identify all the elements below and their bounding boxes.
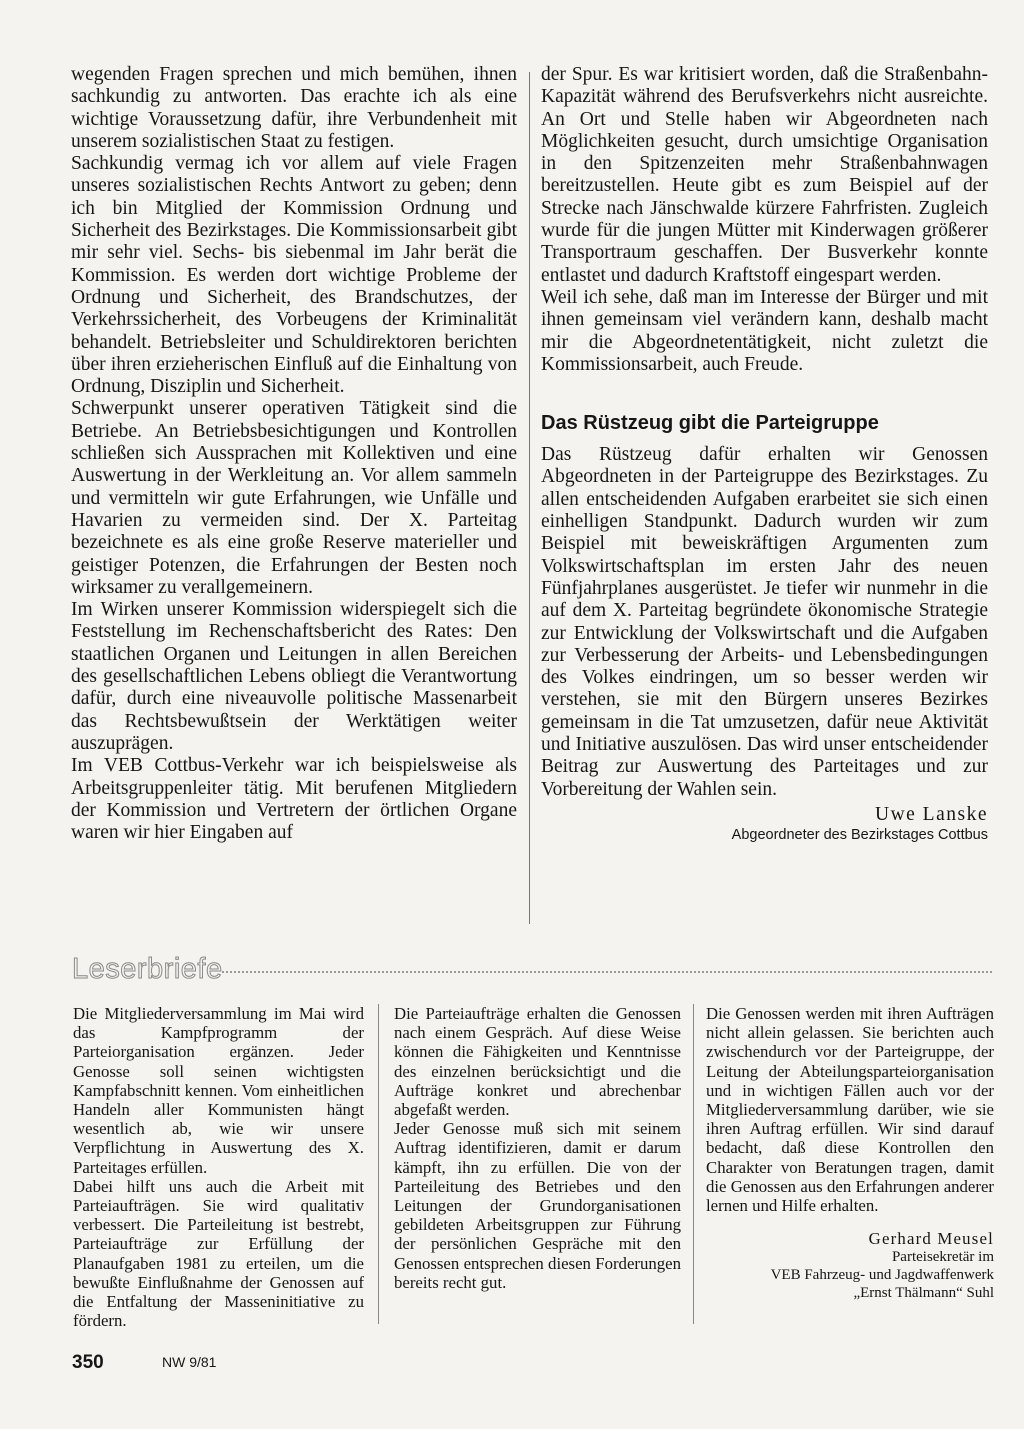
article-paragraph: Sachkundig vermag ich vor allem auf viele Fragen unseres sozialistischen Rechts Antwort zu geben; denn ich bin Mitglied der Kommission Ordnung und Sicherheit des Bezirkstages. Die Kommissionsarbeit gibt mir sehr viel. Sechs- bis siebenmal im Jahr berät die Kommission. Es werden dort wichtige Probleme der Ordnung und Sicherheit, des Brandschutzes, der Verkehrssicherheit, des Vorbeugens der Kriminalität behandelt. Betriebsleiter und Schuldirektoren berichten über ihren erzieherischen Einfluß auf die Einhaltung von Ordnung, Disziplin und Sicherheit.	[71, 153, 517, 398]
author-name: Uwe Lanske	[874, 803, 988, 825]
letter-column-3	[706, 1004, 994, 1302]
article-paragraph: Das Rüstzeug dafür erhalten wir Genossen Abgeordneten in der Parteigruppe des Bezirkstages. Zu allen entscheidenden Aufgaben erarbeitet sie sich einen einhelligen Standpunkt. Dadurch wurden wir zum Beispiel mit beweiskräftigen Argumenten zum Volkswirtschaftsplan im ersten Jahr des neuen Fünfjahrplanes ausgerüstet. Je tiefer wir nunmehr in die auf dem X. Parteitag begründete ökonomische Strategie zur Entwicklung der Volkswirtschaft und die Aufgaben zur Verbesserung der Arbeits- und Lebensbedingungen des Volkes eindringen, um so besser werden wir verstehen, sie mit den Bürgern unseres Bezirkes gemeinsam in die Tat umzusetzen, dafür neue Aktivität und Initiative auszulösen. Das wird unser entscheidender Beitrag zur Auswertung des Parteitages und zur Vorbereitung der Wahlen sein.	[541, 444, 988, 800]
column-divider	[529, 72, 530, 924]
letter-paragraph: Dabei hilft uns auch die Arbeit mit Parteiaufträgen. Sie wird qualitativ verbessert. Die Parteileitung ist bestrebt, Parteiaufträge zur Erfüllung der Planaufgaben 1981 zu erteilen, um die bewußte Einflußnahme der Genossen auf die Entfaltung der Masseninitiative zu fördern.	[73, 1176, 364, 1331]
section-heading: Das Rüstzeug gibt die Parteigruppe	[541, 412, 879, 435]
dotted-rule	[222, 971, 992, 973]
letter-author-role: „Ernst Thälmann“ Suhl	[853, 1285, 994, 1302]
article-paragraph: Schwerpunkt unserer operativen Tätigkeit sind die Betriebe. An Betriebsbesichtigungen und Kontrollen schließen sich Aussprachen mit Kollektiven und eine Auswertung in der Werkleitung an. Vor allem sammeln und vermitteln wir gute Erfahrungen, wie Unfälle und Havarien zu vermeiden sind. Der X. Parteitag bezeichnete es als eine große Reserve materieller und geistiger Potenzen, die Erfahrungen der Besten noch wirksamer zu verallgemeinern.	[71, 398, 517, 598]
column-divider	[693, 1004, 694, 1324]
letter-column-2	[394, 1004, 681, 1292]
letter-author-role: Parteisekretär im	[891, 1249, 994, 1266]
article-paragraph: wegenden Fragen sprechen und mich bemühen, ihnen sachkundig zu antworten. Das erachte ich als eine wichtige Voraussetzung dafür, ihre Verbundenheit mit unserem sozialistischen Staat zu festigen.	[71, 64, 517, 152]
author-role: Abgeordneter des Bezirkstages Cottbus	[731, 827, 988, 844]
issue-label: NW 9/81	[162, 1354, 217, 1370]
letter-author-role: VEB Fahrzeug- und Jagdwaffenwerk	[770, 1267, 994, 1284]
article-paragraph: Weil ich sehe, daß man im Interesse der Bürger und mit ihnen gemeinsam viel verändern kann, deshalb macht mir die Abgeordnetentätigkeit, nicht zuletzt die Kommissionsarbeit, auch Freude.	[541, 286, 988, 375]
page-number: 350	[72, 1352, 104, 1373]
letter-paragraph: Die Genossen werden mit ihren Aufträgen nicht allein gelassen. Sie berichten auch zwischendurch vor der Parteigruppe, der Leitung der Abteilungsparteiorganisation und in wichtigen Fällen auch vor der Mitgliederversammlung darüber, wie sie ihren Auftrag erfüllen. Wir sind darauf bedacht, daß diese Kontrollen den Charakter von Beratungen tragen, damit die Genossen aus den Erfahrungen anderer lernen und Hilfe erhalten.	[706, 1004, 994, 1216]
letters-section-header	[72, 952, 992, 986]
letters-heading: Leserbriefe	[72, 953, 223, 985]
letter-paragraph: Die Parteiaufträge erhalten die Genossen nach einem Gespräch. Auf diese Weise können die Fähigkeiten und Kenntnisse des einzelnen berücksichtigt und die Aufträge konkret und abrechenbar abgefaßt werden.	[394, 1004, 681, 1120]
article-paragraph: Im VEB Cottbus-Verkehr war ich beispielsweise als Arbeitsgruppenleiter tätig. Mit berufenen Mitgliedern der Kommission und Vertretern der örtlichen Organe waren wir hier Eingaben auf	[71, 755, 517, 844]
letter-paragraph: Jeder Genosse muß sich mit seinem Auftrag identifizieren, damit er darum kämpft, ihn zu erfüllen. Die von der Parteileitung des Betriebes und den Leitungen der Grundorganisationen gebildeten Arbeitsgruppen zur Führung der persönlichen Gespräche mit den Genossen entsprechen diesen Forderungen bereits recht gut.	[394, 1119, 681, 1292]
letter-author-name: Gerhard Meusel	[868, 1229, 994, 1249]
article-left-column	[71, 64, 517, 844]
article-paragraph: der Spur. Es war kritisiert worden, daß die Straßenbahn-Kapazität während des Berufsverkehrs nicht ausreichte. An Ort und Stelle haben wir Abgeordneten nach Möglichkeiten gesucht, durch umsichtige Organisation in den Spitzenzeiten mehr Straßenbahnwagen bereitzustellen. Heute gibt es zum Beispiel auf der Strecke nach Jänschwalde kürzere Fahrfristen. Zugleich wurde für die jungen Mütter mit Kinderwagen größerer Transportraum geschaffen. Der Busverkehr konnte entlastet und dadurch Kraftstoff eingespart werden.	[541, 64, 988, 286]
article-paragraph: Im Wirken unserer Kommission widerspiegelt sich die Feststellung im Rechenschaftsbericht des Rates: Den staatlichen Organen und Leitungen in allen Bereichen des gesellschaftlichen Lebens obliegt die Verantwortung dafür, durch eine niveauvolle politische Massenarbeit das Rechtsbewußtsein der Werktätigen weiter auszuprägen.	[71, 599, 517, 754]
article-right-column	[541, 64, 988, 844]
column-divider	[378, 1004, 379, 1324]
letter-paragraph: Die Mitgliederversammlung im Mai wird das Kampfprogramm der Parteiorganisation ergänzen. Jeder Genosse soll seinen wichtigsten Kampfabschnitt kennen. Vom einheitlichen Handeln aller Kommunisten hängt wesentlich ab, wie wir unsere Verpflichtung in Auswertung des X. Parteitages erfüllen.	[73, 1004, 364, 1177]
letter-column-1	[73, 1004, 364, 1330]
